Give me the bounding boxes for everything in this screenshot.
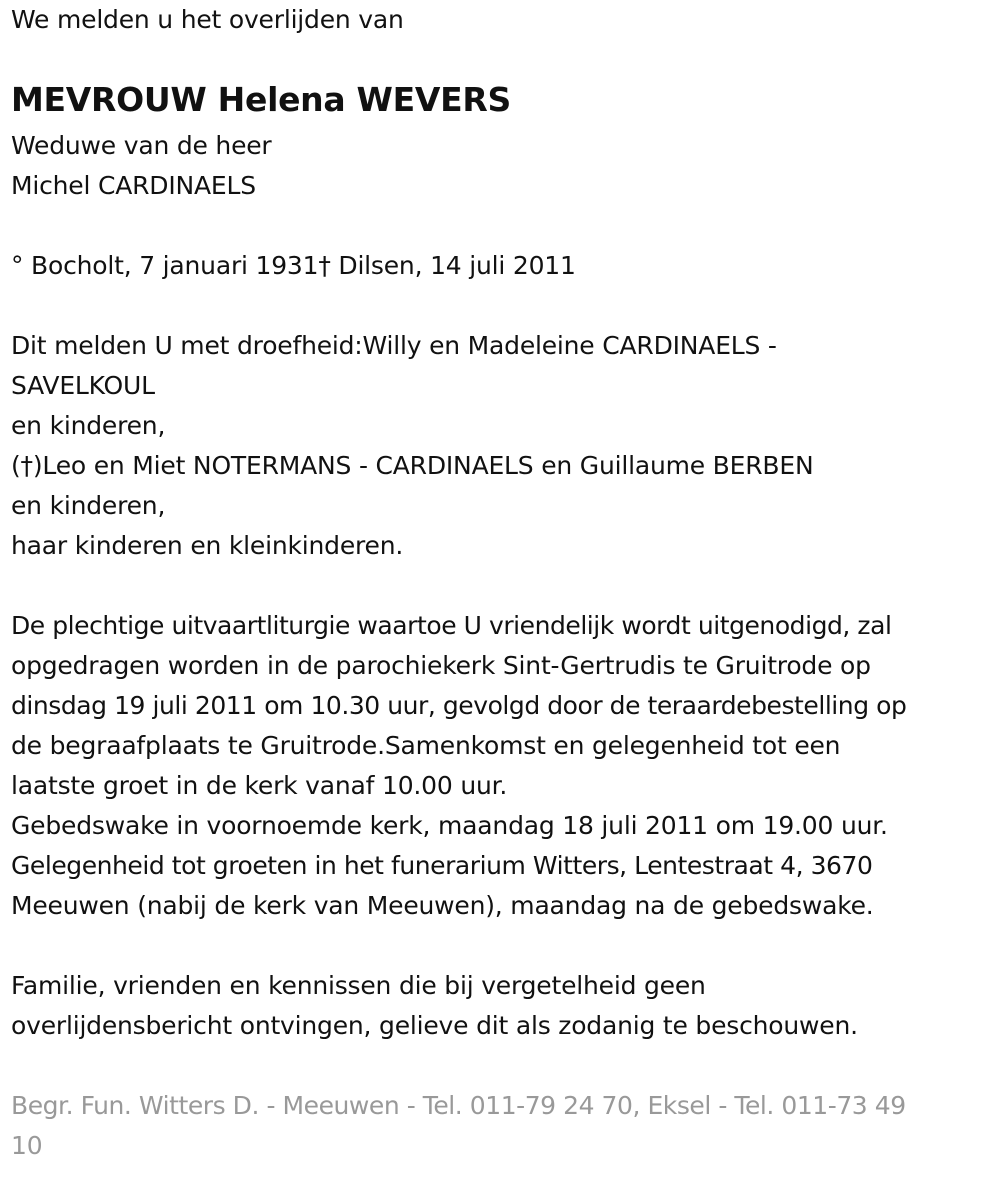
family-line: en kinderen, [11,411,166,440]
ceremony-line: opgedragen worden in de parochiekerk Sint-Gertrudis te Gruitrode op [11,651,871,680]
notice-section [11,966,986,1046]
family-line: haar kinderen en kleinkinderen. [11,531,404,560]
ceremony-line: Gebedswake in voornoemde kerk, maandag 18 juli 2011 om 19.00 uur. [11,811,888,840]
notice-line: Familie, vrienden en kennissen die bij vergetelheid geen [11,971,706,1000]
deceased-name: MEVROUW Helena WEVERS [11,80,511,119]
family-line: en kinderen, [11,491,166,520]
birth-death-dates: ° Bocholt, 7 januari 1931† Dilsen, 14 juli 2011 [11,251,576,280]
spacer [11,566,986,606]
spouse-line-1: Weduwe van de heer [11,131,272,160]
death-notice [11,0,986,1166]
spouse-line-2: Michel CARDINAELS [11,171,256,200]
intro-text: We melden u het overlijden van [11,5,404,34]
funeral-director-footer [11,1086,986,1166]
family-section [11,326,986,566]
spacer [11,206,986,246]
ceremony-line: de begraafplaats te Gruitrode.Samenkomst en gelegenheid tot een [11,731,841,760]
family-line: SAVELKOUL [11,371,155,400]
spacer [11,286,986,326]
ceremony-line: laatste groet in de kerk vanaf 10.00 uur. [11,771,508,800]
spacer [11,1046,986,1086]
footer-line: 10 [11,1131,43,1160]
family-line: Dit melden U met droefheid:Willy en Madeleine CARDINAELS - [11,331,777,360]
spacer [11,40,986,74]
spacer [11,926,986,966]
footer-line: Begr. Fun. Witters D. - Meeuwen - Tel. 011-79 24 70, Eksel - Tel. 011-73 49 [11,1091,906,1120]
ceremony-line: Gelegenheid tot groeten in het funerarium Witters, Lentestraat 4, 3670 [11,851,873,880]
ceremony-line: De plechtige uitvaartliturgie waartoe U vriendelijk wordt uitgenodigd, zal [11,611,892,640]
notice-line: overlijdensbericht ontvingen, gelieve dit als zodanig te beschouwen. [11,1011,858,1040]
ceremony-line: Meeuwen (nabij de kerk van Meeuwen), maandag na de gebedswake. [11,891,874,920]
ceremony-line: dinsdag 19 juli 2011 om 10.30 uur, gevolgd door de teraardebestelling op [11,691,907,720]
ceremony-section [11,606,986,926]
family-line: (†)Leo en Miet NOTERMANS - CARDINAELS en Guillaume BERBEN [11,451,814,480]
